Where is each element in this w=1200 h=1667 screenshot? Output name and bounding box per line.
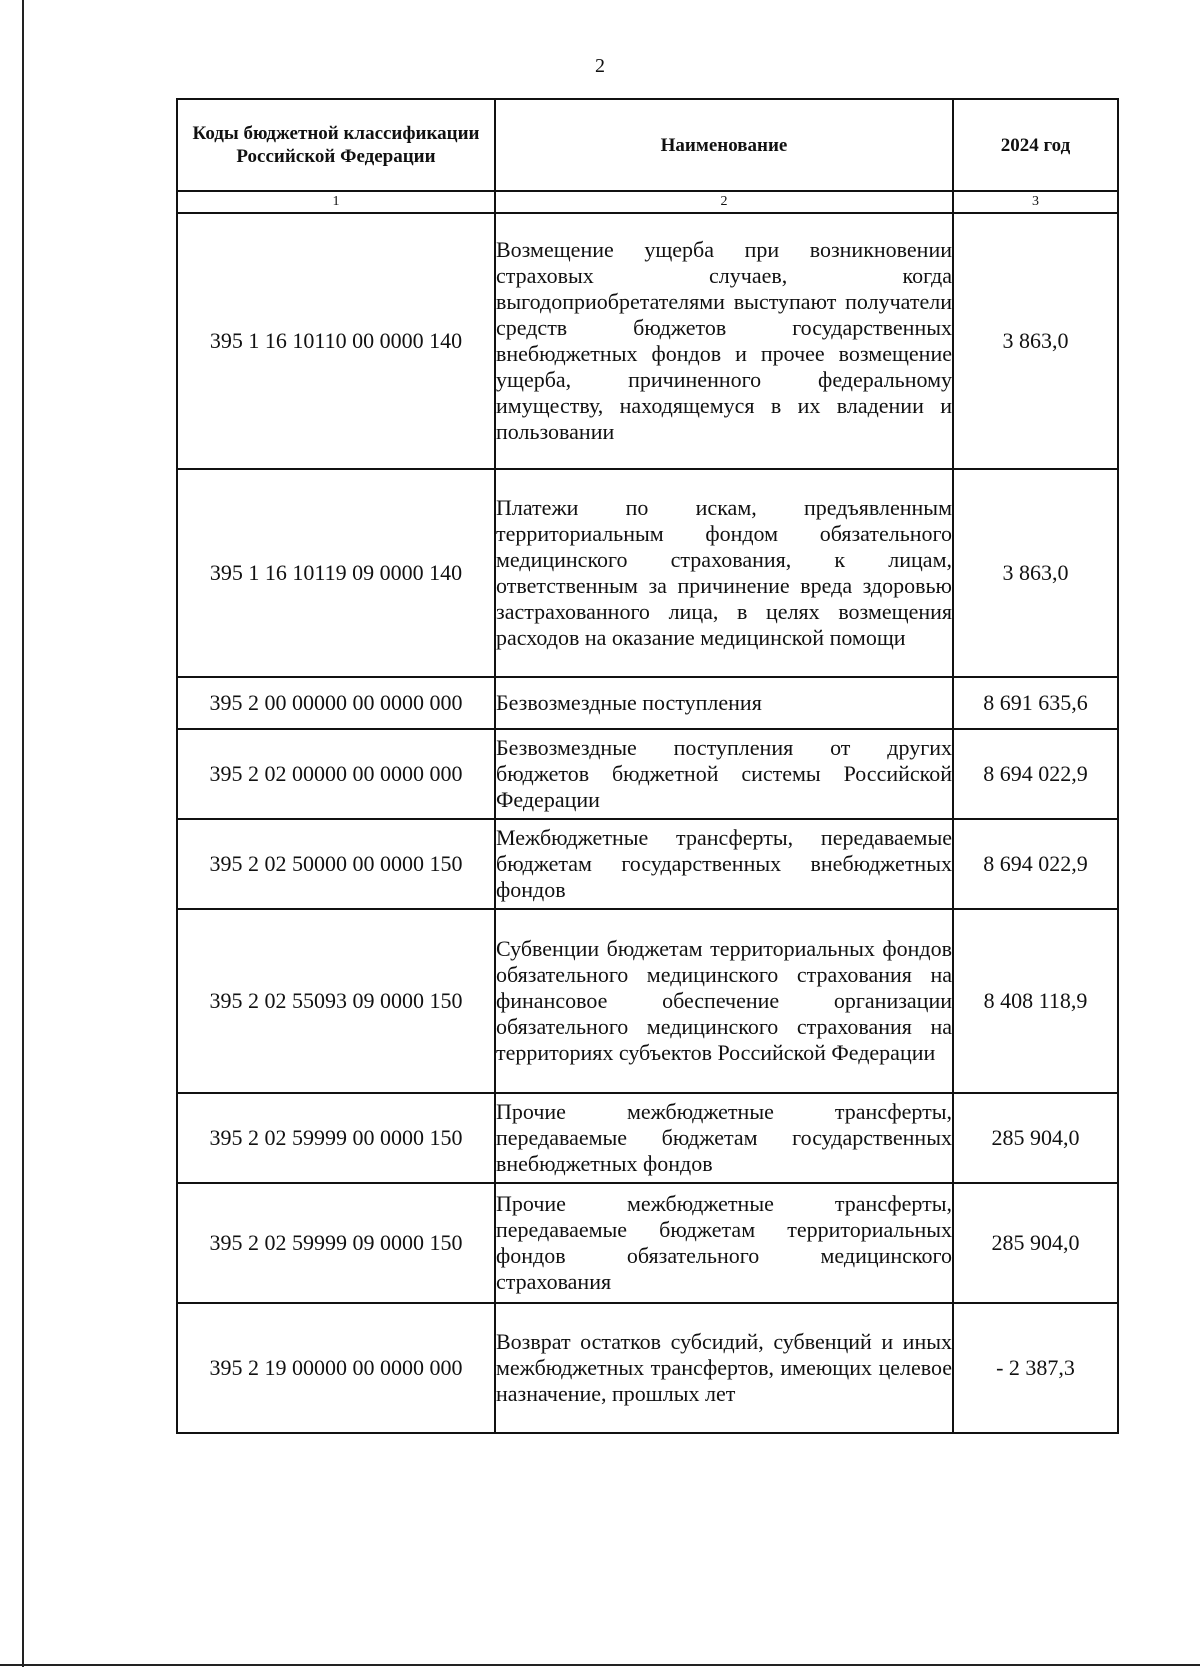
item-name: Безвозмездные поступления от других бюджетов бюджетной системы Российской Федерации [495, 729, 953, 819]
budget-code: 395 2 19 00000 00 0000 000 [177, 1303, 495, 1433]
item-name: Безвозмездные поступления [495, 677, 953, 729]
budget-code: 395 2 02 55093 09 0000 150 [177, 909, 495, 1093]
item-name: Возврат остатков субсидий, субвенций и иных межбюджетных трансфертов, имеющих целевое назначение, прошлых лет [495, 1303, 953, 1433]
budget-code: 395 2 02 50000 00 0000 150 [177, 819, 495, 909]
item-value: 3 863,0 [953, 213, 1118, 469]
column-number: 1 [177, 191, 495, 213]
budget-code: 395 2 02 59999 09 0000 150 [177, 1183, 495, 1303]
scan-edge-bottom [0, 1664, 1200, 1666]
item-name: Межбюджетные трансферты, передаваемые бюджетам государственных внебюджетных фондов [495, 819, 953, 909]
column-number-row [177, 191, 1118, 213]
item-value: 8 408 118,9 [953, 909, 1118, 1093]
budget-code: 395 1 16 10119 09 0000 140 [177, 469, 495, 677]
header-value: 2024 год [953, 99, 1118, 191]
item-name: Прочие межбюджетные трансферты, передаваемые бюджетам территориальных фондов обязательного медицинского страхования [495, 1183, 953, 1303]
item-value: - 2 387,3 [953, 1303, 1118, 1433]
item-value: 8 694 022,9 [953, 819, 1118, 909]
item-name: Платежи по искам, предъявленным территориальным фондом обязательного медицинского страхования, к лицам, ответственным за причинение вреда здоровью застрахованного лица, в целях возмещения расходов на оказание медицинской помощи [495, 469, 953, 677]
table-row [177, 677, 1118, 729]
column-number: 3 [953, 191, 1118, 213]
page-number: 2 [595, 55, 605, 77]
budget-code: 395 2 02 00000 00 0000 000 [177, 729, 495, 819]
item-value: 8 694 022,9 [953, 729, 1118, 819]
budget-code: 395 2 00 00000 00 0000 000 [177, 677, 495, 729]
table-row [177, 819, 1118, 909]
table-header-row [177, 99, 1118, 191]
budget-code: 395 2 02 59999 00 0000 150 [177, 1093, 495, 1183]
table-row [177, 909, 1118, 1093]
item-value: 3 863,0 [953, 469, 1118, 677]
header-code: Коды бюджетной классификации Российской Федерации [177, 99, 495, 191]
item-name: Прочие межбюджетные трансферты, передаваемые бюджетам государственных внебюджетных фондов [495, 1093, 953, 1183]
table-row [177, 213, 1118, 469]
budget-code: 395 1 16 10110 00 0000 140 [177, 213, 495, 469]
table-row [177, 1183, 1118, 1303]
item-value: 285 904,0 [953, 1183, 1118, 1303]
table-row [177, 1093, 1118, 1183]
table-row [177, 729, 1118, 819]
column-number: 2 [495, 191, 953, 213]
item-name: Возмещение ущерба при возникновении страховых случаев, когда выгодоприобретателями выступают получатели средств бюджетов государственных внебюджетных фондов и прочее возмещение ущерба, причиненного федеральному имуществу, находящемуся в их владении и пользовании [495, 213, 953, 469]
scan-edge-left [22, 0, 24, 1667]
header-name: Наименование [495, 99, 953, 191]
item-value: 8 691 635,6 [953, 677, 1118, 729]
table-row [177, 1303, 1118, 1433]
budget-table [176, 98, 1119, 1434]
item-name: Субвенции бюджетам территориальных фондов обязательного медицинского страхования на финансовое обеспечение организации обязательного медицинского страхования на территориях субъектов Российской Федерации [495, 909, 953, 1093]
item-value: 285 904,0 [953, 1093, 1118, 1183]
table-row [177, 469, 1118, 677]
